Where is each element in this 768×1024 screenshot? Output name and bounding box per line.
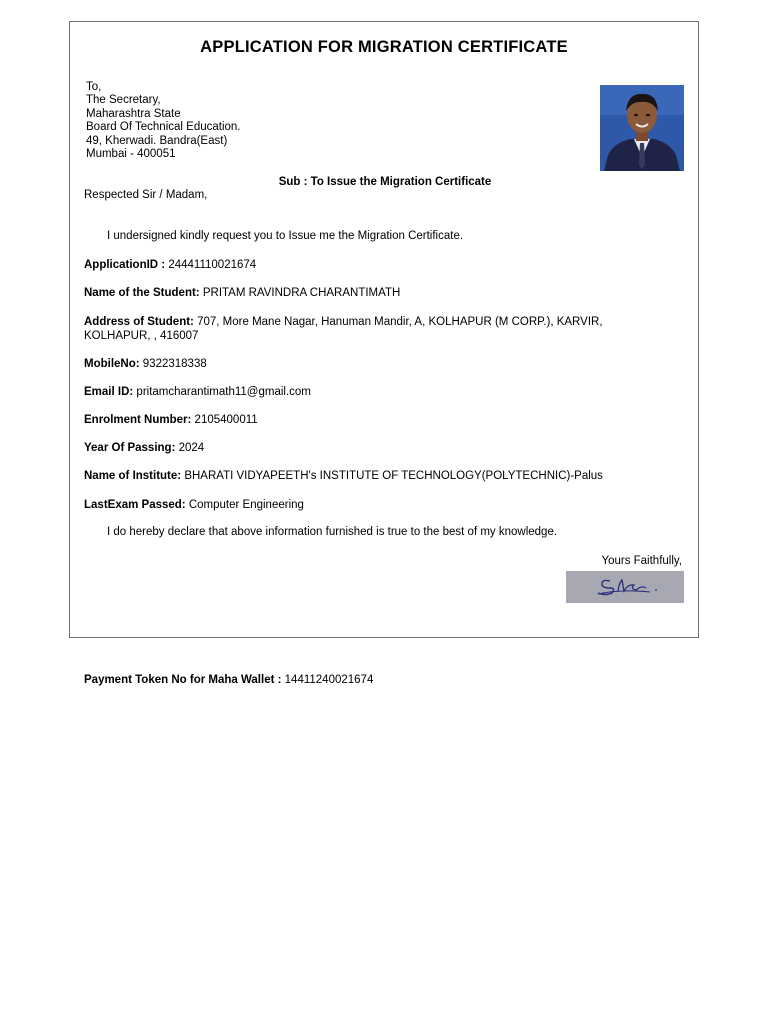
field-value: pritamcharantimath11@gmail.com bbox=[136, 386, 311, 398]
email-field bbox=[84, 385, 664, 399]
student-address-field bbox=[84, 315, 664, 343]
page-title: APPLICATION FOR MIGRATION CERTIFICATE bbox=[200, 38, 568, 56]
field-value: 24441110021674 bbox=[168, 259, 257, 271]
payment-token-label: Payment Token No for Maha Wallet : bbox=[84, 674, 282, 686]
address-line: Mumbai - 400051 bbox=[86, 148, 176, 161]
payment-token bbox=[84, 674, 373, 686]
address-line: Maharashtra State bbox=[86, 107, 181, 120]
enrolment-field bbox=[84, 413, 664, 427]
subject-line: Sub : To Issue the Migration Certificate bbox=[278, 176, 492, 188]
salutation: Respected Sir / Madam, bbox=[84, 189, 208, 201]
field-value: 9322318338 bbox=[142, 358, 207, 370]
address-line: Board Of Technical Education. bbox=[86, 121, 241, 134]
closing-text: Yours Faithfully, bbox=[601, 555, 682, 567]
field-label: Enrolment Number: bbox=[84, 414, 192, 426]
request-text: I undersigned kindly request you to Issue me the Migration Certificate. bbox=[107, 230, 464, 242]
field-label: Address of Student: bbox=[84, 316, 194, 328]
application-form bbox=[69, 21, 699, 638]
mobile-field bbox=[84, 357, 664, 371]
field-value: BHARATI VIDYAPEETH's INSTITUTE OF TECHNOLOGY(POLYTECHNIC)-Palus bbox=[184, 470, 603, 482]
last-exam-field bbox=[84, 498, 664, 512]
address-line: 49, Kherwadi. Bandra(East) bbox=[86, 134, 228, 147]
recipient-address bbox=[86, 81, 241, 161]
field-label: Year Of Passing: bbox=[84, 442, 176, 454]
field-value: PRITAM RAVINDRA CHARANTIMATH bbox=[202, 287, 401, 299]
field-label: Name of Institute: bbox=[84, 470, 182, 482]
address-line: The Secretary, bbox=[86, 94, 161, 107]
declaration-text: I do hereby declare that above information furnished is true to the best of my knowledge. bbox=[107, 526, 558, 538]
field-value: 2024 bbox=[178, 442, 205, 454]
application-id-field bbox=[84, 258, 664, 272]
field-value: 2105400011 bbox=[194, 414, 258, 426]
student-name-field bbox=[84, 286, 664, 300]
year-of-passing-field bbox=[84, 441, 664, 455]
payment-token-value: 14411240021674 bbox=[284, 674, 374, 686]
field-value: 707, More Mane Nagar, Hanuman Mandir, A, KOLHAPUR (M CORP.), KARVIR, KOLHAPUR, , 416007 bbox=[84, 316, 603, 342]
field-label: MobileNo: bbox=[84, 358, 140, 370]
student-photo bbox=[600, 85, 684, 171]
address-line: To, bbox=[86, 81, 102, 93]
institute-field bbox=[84, 469, 664, 483]
field-value: Computer Engineering bbox=[188, 499, 304, 511]
field-label: ApplicationID : bbox=[84, 259, 166, 271]
field-label: Name of the Student: bbox=[84, 287, 200, 299]
signature-image bbox=[566, 571, 684, 603]
field-label: Email ID: bbox=[84, 386, 134, 398]
field-label: LastExam Passed: bbox=[84, 499, 186, 511]
